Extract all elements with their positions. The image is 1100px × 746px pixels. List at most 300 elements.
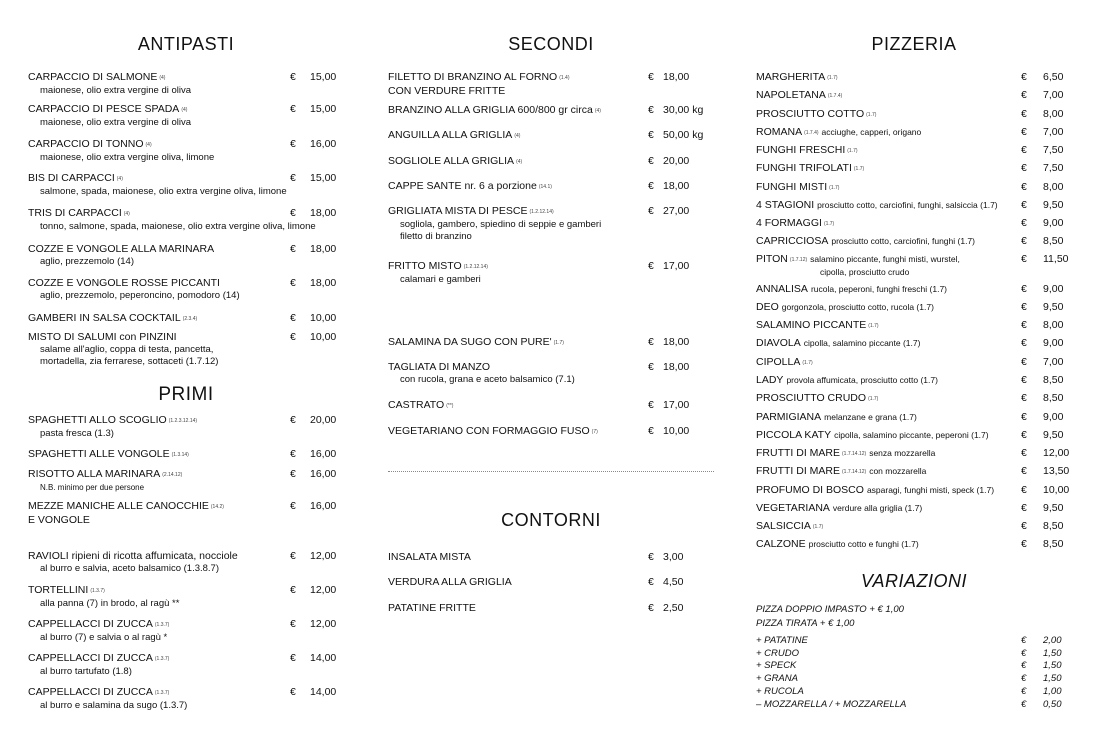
item-name: CAPPE SANTE nr. 6 a porzione — [388, 180, 537, 192]
currency-symbol: € — [1021, 217, 1027, 229]
price-amount: 2,50 — [663, 602, 684, 614]
allergen-code: (2.14.12) — [162, 472, 183, 478]
currency-symbol: € — [1021, 356, 1027, 368]
item-price — [290, 331, 337, 344]
currency-symbol: € — [290, 618, 296, 630]
menu-item — [28, 686, 344, 712]
item-name: PROSCIUTTO COTTO — [756, 108, 865, 120]
pizza-ingredients: cipolla, salamino piccante, peperoni (1.7) — [834, 430, 989, 440]
pizza-item — [756, 337, 1072, 350]
item-line — [756, 283, 1072, 296]
item-price — [648, 425, 690, 438]
item-name: CASTRATO — [388, 399, 445, 411]
item-line — [756, 253, 1072, 267]
pizza-item — [756, 217, 1072, 231]
item-name: TAGLIATA DI MANZO — [388, 361, 491, 373]
currency-symbol: € — [648, 551, 654, 563]
currency-symbol: € — [648, 71, 654, 83]
currency-symbol: € — [1021, 337, 1027, 349]
allergen-code: (1.7) — [868, 396, 879, 402]
section-title-pizzeria: PIZZERIA — [871, 34, 957, 54]
item-price — [290, 618, 337, 631]
price-amount: 18,00 — [663, 180, 690, 192]
section-title-contorni: CONTORNI — [501, 510, 601, 530]
item-price — [648, 576, 684, 589]
price-amount: 16,00 — [310, 468, 337, 480]
item-name-continued: CON VERDURE FRITTE — [388, 85, 506, 97]
item-line — [28, 686, 344, 700]
currency-symbol: € — [1021, 319, 1027, 331]
menu-item — [388, 205, 714, 243]
pizza-item — [756, 162, 1072, 176]
item-price — [290, 172, 337, 185]
item-line — [756, 89, 1072, 103]
currency-symbol: € — [1021, 162, 1027, 174]
pizza-ingredients: senza mozzarella — [869, 448, 936, 458]
pizza-item — [756, 126, 1072, 140]
item-price — [1021, 301, 1064, 314]
price-amount: 9,50 — [1043, 301, 1064, 313]
price-amount: 12,00 — [310, 550, 337, 562]
allergen-code: (4) — [145, 142, 152, 148]
currency-symbol: € — [648, 399, 654, 411]
currency-symbol: € — [1021, 126, 1027, 138]
item-price — [1021, 673, 1062, 685]
price-amount: 3,00 — [663, 551, 684, 563]
currency-symbol: € — [1021, 283, 1027, 295]
item-price — [1021, 686, 1062, 698]
price-amount: 18,00 — [310, 277, 337, 289]
item-description: maionese, olio extra vergine di oliva — [40, 85, 192, 96]
item-line — [388, 399, 714, 413]
item-line — [756, 648, 1072, 660]
item-name: FRITTO MISTO — [388, 260, 462, 272]
variation-name: + CRUDO — [756, 648, 800, 659]
allergen-code: (1.7) — [868, 323, 879, 329]
item-name: FRUTTI DI MARE — [756, 465, 840, 477]
price-amount: 15,00 — [310, 71, 337, 83]
item-price — [648, 104, 704, 117]
pizza-item — [756, 411, 1072, 424]
allergen-code: (4) — [594, 108, 601, 114]
item-name: LADY — [756, 374, 784, 386]
price-amount: 1,50 — [1043, 673, 1062, 684]
item-price — [1021, 71, 1064, 84]
pizza-ingredients: con mozzarella — [869, 466, 927, 476]
currency-symbol: € — [1021, 429, 1027, 441]
item-price — [1021, 484, 1070, 497]
pizza-ingredients: asparagi, funghi misti, speck (1.7) — [866, 485, 995, 495]
section-title-antipasti: ANTIPASTI — [137, 34, 235, 54]
variation-item — [756, 686, 1072, 698]
currency-symbol: € — [1021, 89, 1027, 101]
price-amount: 16,00 — [310, 448, 337, 460]
currency-symbol: € — [290, 584, 296, 596]
item-description: alla panna (7) in brodo, al ragù ** — [40, 598, 180, 609]
price-amount: 10,00 — [1043, 484, 1070, 496]
menu-item — [28, 584, 344, 610]
item-line — [388, 336, 714, 350]
currency-symbol: € — [290, 71, 296, 83]
item-line — [756, 520, 1072, 534]
item-price — [1021, 181, 1064, 194]
item-description: mortadella, zia ferrarese, sottaceti (1.7.12) — [40, 356, 219, 367]
item-price — [290, 277, 337, 290]
item-name: BRANZINO ALLA GRIGLIA 600/800 gr circa — [388, 104, 593, 116]
price-amount: 18,00 — [310, 243, 337, 255]
item-name: VEGETARIANO CON FORMAGGIO FUSO — [388, 425, 590, 437]
price-amount: 1,50 — [1043, 648, 1062, 659]
item-price — [648, 602, 684, 615]
currency-symbol: € — [648, 336, 654, 348]
item-name: PROFUMO DI BOSCO — [756, 484, 864, 496]
allergen-code: (1.7) — [802, 360, 813, 366]
price-amount: 1,00 — [1043, 686, 1062, 697]
item-line — [756, 538, 1072, 551]
price-amount: 14,00 — [310, 686, 337, 698]
menu-item — [388, 399, 714, 413]
item-price — [290, 468, 337, 481]
item-price — [1021, 520, 1064, 533]
item-price — [290, 207, 337, 220]
currency-symbol: € — [290, 172, 296, 184]
price-amount: 10,00 — [310, 312, 337, 324]
currency-symbol: € — [1021, 181, 1027, 193]
item-name: RISOTTO ALLA MARINARA — [28, 468, 161, 480]
currency-symbol: € — [1021, 520, 1027, 532]
item-line — [756, 199, 1072, 212]
item-price — [1021, 283, 1064, 296]
item-price — [1021, 411, 1064, 424]
item-name: GAMBERI IN SALSA COCKTAIL — [28, 312, 181, 324]
menu-item — [28, 414, 344, 440]
currency-symbol: € — [1021, 465, 1027, 477]
item-price — [1021, 502, 1064, 515]
currency-symbol: € — [290, 448, 296, 460]
item-name: ROMANA — [756, 126, 803, 138]
item-name: SALAMINO PICCANTE — [756, 319, 867, 331]
currency-symbol: € — [648, 576, 654, 588]
allergen-code: (4) — [116, 176, 123, 182]
item-name: CIPOLLA — [756, 356, 801, 368]
allergen-code: (4) — [514, 133, 521, 139]
price-amount: 15,00 — [310, 172, 337, 184]
allergen-code: (1.4) — [559, 75, 570, 81]
currency-symbol: € — [290, 686, 296, 698]
item-line — [756, 181, 1072, 195]
item-description: pasta fresca (1.3) — [40, 428, 114, 439]
currency-symbol: € — [1021, 235, 1027, 247]
item-line — [756, 447, 1072, 461]
pizza-ingredients: gorgonzola, prosciutto cotto, rucola (1.7) — [781, 302, 934, 312]
item-price — [290, 652, 337, 665]
item-line — [388, 71, 714, 85]
item-line — [28, 312, 344, 326]
item-description: salame all'aglio, coppa di testa, pancetta, — [40, 344, 214, 355]
item-price — [1021, 447, 1070, 460]
currency-symbol: € — [648, 205, 654, 217]
item-name: FUNGHI MISTI — [756, 181, 828, 193]
item-line — [756, 374, 1072, 387]
item-price — [290, 103, 337, 116]
allergen-code: (4) — [181, 107, 188, 113]
variation-item — [756, 635, 1072, 647]
item-name: RAVIOLI ripieni di ricotta affumicata, nocciole — [28, 550, 238, 562]
item-line — [28, 468, 344, 482]
allergen-code: (1.3.7) — [90, 588, 105, 594]
menu-item — [388, 71, 714, 98]
variation-note — [756, 618, 1072, 630]
menu-item — [28, 103, 344, 129]
price-amount: 10,00 — [310, 331, 337, 343]
price-amount: 9,00 — [1043, 411, 1064, 423]
price-amount: 1,50 — [1043, 660, 1062, 671]
item-name: 4 STAGIONI — [756, 199, 815, 211]
allergen-code: (1.7.4) — [827, 93, 843, 99]
currency-symbol: € — [290, 243, 296, 255]
price-amount: 11,50 — [1043, 253, 1069, 265]
price-amount: 8,50 — [1043, 235, 1064, 247]
pizza-ingredients: salamino piccante, funghi misti, wurstel, — [810, 254, 960, 264]
pizza-item — [756, 283, 1072, 296]
item-name: FUNGHI FRESCHI — [756, 144, 846, 156]
item-line — [756, 217, 1072, 231]
item-line — [756, 465, 1072, 479]
currency-symbol: € — [1021, 699, 1027, 710]
item-name: CAPPELLACCI DI ZUCCA — [28, 652, 153, 664]
item-description: aglio, prezzemolo (14) — [40, 256, 134, 267]
item-description: maionese, olio extra vergine oliva, limone — [40, 152, 215, 163]
allergen-code: (1.7) — [829, 185, 840, 191]
item-line — [756, 71, 1072, 85]
pizza-item — [756, 253, 1072, 278]
item-price — [648, 260, 690, 273]
item-name: CARPACCIO DI TONNO — [28, 138, 144, 150]
item-line — [388, 576, 714, 589]
item-price — [1021, 126, 1064, 139]
menu-item — [388, 260, 714, 286]
allergen-code: (7) — [591, 429, 598, 435]
pizza-item — [756, 484, 1072, 497]
price-amount: 7,00 — [1043, 126, 1064, 138]
pizza-item — [756, 235, 1072, 248]
item-name: MISTO DI SALUMI con PINZINI — [28, 331, 177, 343]
item-line — [28, 584, 344, 598]
item-line — [756, 235, 1072, 248]
variation-item — [756, 660, 1072, 672]
price-amount: 9,00 — [1043, 337, 1064, 349]
item-line — [28, 207, 344, 221]
pizza-ingredients: prosciutto cotto e funghi (1.7) — [808, 539, 919, 549]
currency-symbol: € — [290, 103, 296, 115]
item-price — [1021, 199, 1064, 212]
item-name: GRIGLIATA MISTA DI PESCE — [388, 205, 528, 217]
pizza-item — [756, 89, 1072, 103]
currency-symbol: € — [1021, 199, 1027, 211]
menu-item — [28, 71, 344, 97]
item-line — [756, 673, 1072, 685]
price-amount: 20,00 — [663, 155, 690, 167]
pizza-item — [756, 465, 1072, 479]
item-name: PATATINE FRITTE — [388, 602, 476, 614]
item-line — [756, 635, 1072, 647]
menu-item — [28, 331, 344, 368]
item-price — [290, 312, 337, 325]
variation-name: + RUCOLA — [756, 686, 804, 697]
menu-item — [28, 550, 344, 575]
pizza-item — [756, 319, 1072, 333]
item-price — [1021, 235, 1064, 248]
price-amount: 20,00 — [310, 414, 337, 426]
item-line — [756, 699, 1072, 711]
item-line — [756, 162, 1072, 176]
price-amount: 2,00 — [1043, 635, 1062, 646]
price-amount: 9,00 — [1043, 217, 1064, 229]
pizza-item — [756, 199, 1072, 212]
menu-item — [388, 180, 714, 194]
item-line — [388, 602, 714, 615]
currency-symbol: € — [1021, 635, 1027, 646]
currency-symbol: € — [648, 602, 654, 614]
menu-item — [28, 448, 344, 462]
price-amount: 6,50 — [1043, 71, 1064, 83]
menu-item — [28, 652, 344, 678]
item-price — [1021, 356, 1064, 369]
menu-item — [388, 551, 714, 564]
item-line — [28, 138, 344, 152]
pizza-ingredients: cipolla, salamino piccante (1.7) — [803, 338, 921, 348]
item-name: CARPACCIO DI SALMONE — [28, 71, 158, 83]
price-amount: 12,00 — [310, 618, 337, 630]
pizza-item — [756, 356, 1072, 370]
allergen-code: (1.3.14) — [171, 452, 189, 458]
item-name: VERDURA ALLA GRIGLIA — [388, 576, 512, 588]
price-amount: 50,00 kg — [663, 129, 704, 141]
price-amount: 9,50 — [1043, 429, 1064, 441]
price-amount: 0,50 — [1043, 699, 1062, 710]
currency-symbol: € — [1021, 374, 1027, 386]
item-line — [756, 686, 1072, 698]
allergen-code: (4) — [516, 159, 523, 165]
price-amount: 8,00 — [1043, 319, 1064, 331]
item-description: al burro e salvia, aceto balsamico (1.3.8.7) — [40, 563, 220, 574]
section-title-secondi: SECONDI — [508, 34, 594, 54]
item-line — [28, 243, 344, 256]
price-amount: 17,00 — [663, 260, 690, 272]
menu-item — [388, 104, 714, 118]
price-amount: 13,50 — [1043, 465, 1070, 477]
menu-item — [388, 129, 714, 143]
allergen-code: (1.2.3.12.14) — [168, 418, 198, 424]
allergen-code: (1.7) — [827, 75, 838, 81]
price-amount: 8,50 — [1043, 520, 1064, 532]
allergen-code: (1.2.12.14) — [529, 209, 554, 215]
item-price — [1021, 392, 1064, 405]
item-line — [388, 180, 714, 194]
price-amount: 7,50 — [1043, 144, 1064, 156]
menu-item — [388, 361, 714, 386]
currency-symbol: € — [1021, 253, 1027, 265]
item-name: TRIS DI CARPACCI — [28, 207, 122, 219]
currency-symbol: € — [648, 155, 654, 167]
item-price — [1021, 253, 1069, 266]
currency-symbol: € — [290, 414, 296, 426]
currency-symbol: € — [1021, 484, 1027, 496]
item-name: NAPOLETANA — [756, 89, 826, 101]
item-name: PITON — [756, 253, 788, 265]
allergen-code: (1.7) — [847, 148, 858, 154]
item-line — [28, 550, 344, 563]
item-name: MEZZE MANICHE ALLE CANOCCHIE — [28, 500, 209, 512]
currency-symbol: € — [1021, 71, 1027, 83]
currency-symbol: € — [290, 550, 296, 562]
item-price — [290, 584, 337, 597]
variation-name: + PATATINE — [756, 635, 808, 646]
section-divider — [388, 471, 714, 472]
item-price — [1021, 374, 1064, 387]
item-description: aglio, prezzemolo, peperoncino, pomodoro (14) — [40, 290, 240, 301]
price-amount: 8,50 — [1043, 538, 1064, 550]
item-line — [28, 500, 344, 514]
item-name: SPAGHETTI ALLE VONGOLE — [28, 448, 170, 460]
item-price — [648, 551, 684, 564]
price-amount: 9,00 — [1043, 283, 1064, 295]
item-line — [28, 103, 344, 117]
item-name: SALAMINA DA SUGO CON PURE' — [388, 336, 552, 348]
currency-symbol: € — [648, 104, 654, 116]
price-amount: 7,50 — [1043, 162, 1064, 174]
currency-symbol: € — [290, 207, 296, 219]
allergen-code: (1.7.14.12) — [842, 451, 867, 457]
item-name: FILETTO DI BRANZINO AL FORNO — [388, 71, 558, 83]
price-amount: 8,00 — [1043, 108, 1064, 120]
currency-symbol: € — [1021, 673, 1027, 684]
item-name: DIAVOLA — [756, 337, 801, 349]
item-line — [756, 502, 1072, 515]
allergen-code: (1.3.7) — [154, 656, 170, 662]
allergen-code: (1.7.4) — [804, 130, 819, 136]
item-price — [1021, 635, 1062, 647]
pizza-item — [756, 71, 1072, 85]
menu-item — [28, 468, 344, 494]
price-amount: 18,00 — [663, 71, 690, 83]
currency-symbol: € — [290, 500, 296, 512]
item-line — [756, 301, 1072, 314]
item-name: SPAGHETTI ALLO SCOGLIO — [28, 414, 167, 426]
currency-symbol: € — [290, 312, 296, 324]
menu-item — [28, 207, 344, 233]
variation-item — [756, 648, 1072, 660]
item-price — [1021, 144, 1064, 157]
item-line — [756, 337, 1072, 350]
item-line — [756, 411, 1072, 424]
item-line — [388, 205, 714, 219]
item-price — [290, 71, 337, 84]
item-line — [756, 144, 1072, 158]
item-price — [1021, 648, 1062, 660]
allergen-code: (**) — [446, 403, 454, 409]
item-price — [290, 243, 337, 256]
variation-note — [756, 604, 1072, 616]
price-amount: 18,00 — [663, 336, 690, 348]
item-line — [388, 129, 714, 143]
item-line — [756, 660, 1072, 672]
allergen-code: (1.7.12) — [789, 257, 808, 263]
price-amount: 17,00 — [663, 399, 690, 411]
pizza-ingredients-continued: cipolla, prosciutto crudo — [820, 267, 910, 277]
item-price — [1021, 699, 1062, 711]
item-name: ANGUILLA ALLA GRIGLIA — [388, 129, 513, 141]
